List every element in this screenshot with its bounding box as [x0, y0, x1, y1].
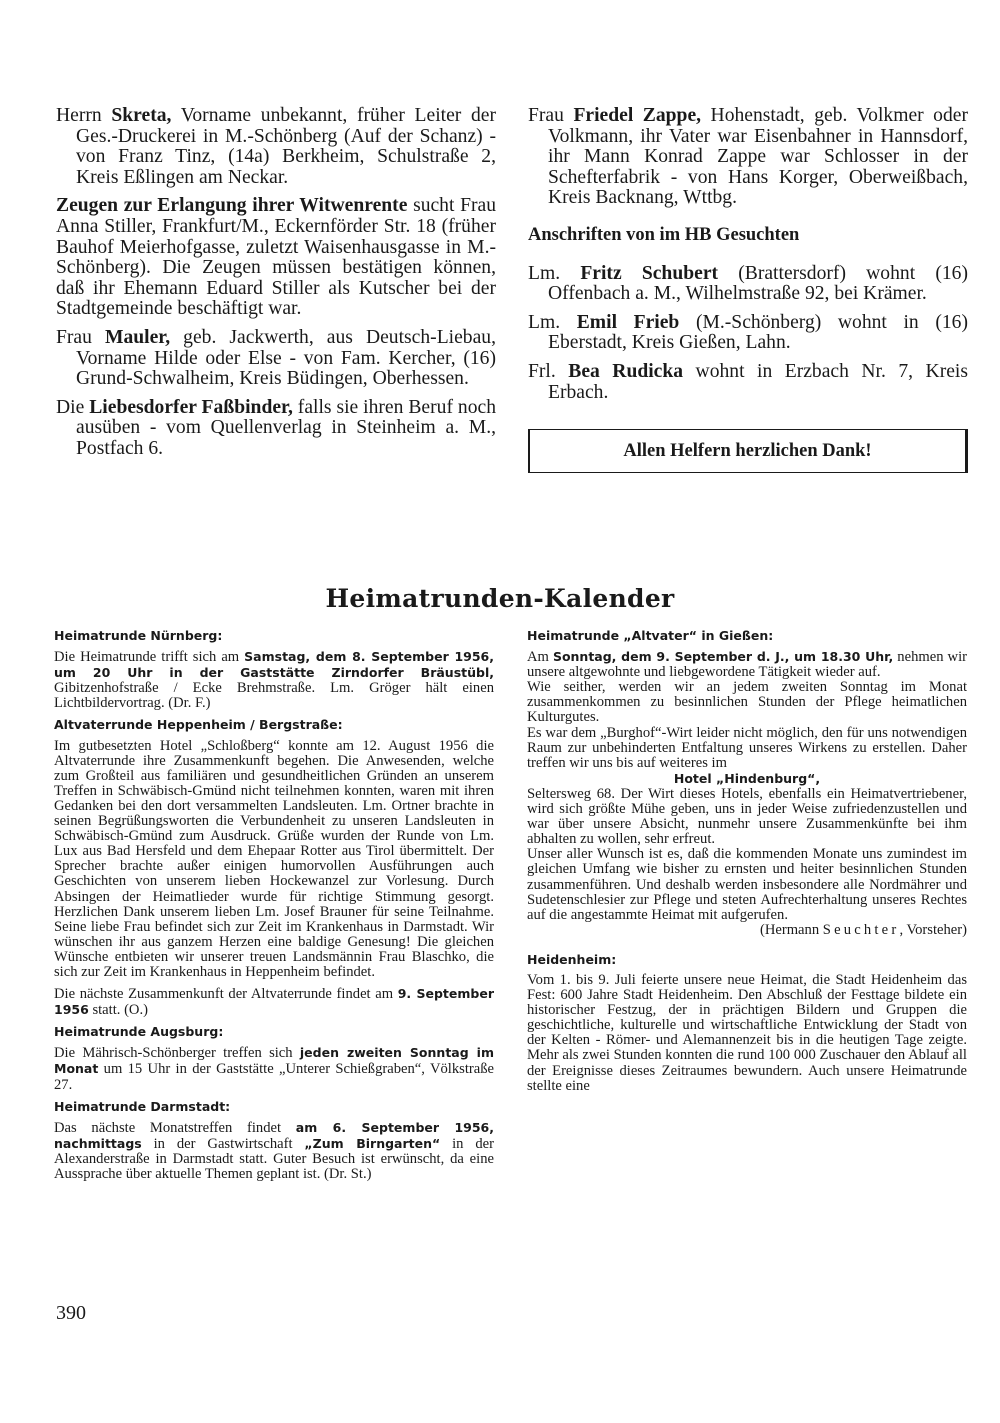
thanks-box — [528, 429, 968, 473]
notice-frieb: Lm. Emil Frieb (M.-Schönberg) wohnt in (16) Eberstadt, Kreis Gießen, Lahn. — [528, 311, 968, 354]
heading-giessen: Heimatrunde „Altvater“ in Gießen: — [527, 628, 774, 643]
name-schubert: Fritz Schubert — [580, 262, 719, 284]
upper-left-column — [56, 106, 496, 468]
name-skreta: Skreta, — [111, 105, 172, 126]
upper-right-column — [528, 106, 968, 473]
name-mauler: Mauler, — [104, 326, 171, 348]
heading-augsburg: Heimatrunde Augsburg: — [54, 1024, 224, 1040]
calendar-title: Heimatrunden-Kalender — [325, 584, 675, 613]
notice-zeugen: Zeugen zur Erlangung ihrer Witwenrente sucht Frau Anna Stiller, Frankfurt/M., Eckernförder Str. 18 (früher Bauhof Meierhofgasse, zuletzt Waisenhausgasse in M.-Schönberg). Die Zeugen müssen bestätigen können, daß ihr Ehemann Eduard Stiller als Kutscher bei der Stadtgemeinde beschäftigt war. — [56, 195, 496, 320]
text-heidenheim: Vom 1. bis 9. Juli feierte unsere neue Heimat, die Stadt Heidenheim das Fest: 600 Jahre Stadt Heidenheim. Den Abschluß der Festtage bildete ein historischer Festzug, der in prächtigen Bildern und Gruppen die geschichtliche, kulturelle und wirtschaftliche Entwicklung der Stadt von der Kelten - Römer- und Alemannenzeit bis in die heutigen Tage zeigte. Mehr als zwei Stunden konnten die rund 100 000 Zuschauer den Ablauf all der Ereignisse dieses Zeitraumes bewundern. Auch unsere Heimatrunde stellte eine — [527, 971, 967, 1094]
text-giessen-1: Am Sonntag, dem 9. September d. J., um 18.30 Uhr, nehmen wir unsere altgewohnte und liebgewordene Tätigkeit wieder auf. — [527, 649, 967, 681]
signature-giessen: (Hermann Seuchter, Vorsteher) — [759, 921, 967, 938]
page-number: 390 — [56, 1302, 86, 1324]
text-augsburg: Die Mährisch-Schönberger treffen sich jeden zweiten Sonntag im Monat um 15 Uhr in der Gaststätte „Unterer Schießgraben“, Völkstraße 27. — [54, 1045, 494, 1093]
heading-nuernberg: Heimatrunde Nürnberg: — [54, 628, 223, 643]
heading-zeugen: Zeugen zur Erlangung ihrer Witwenrente — [56, 195, 408, 217]
notice-zappe: Frau Friedel Zappe, Hohenstadt, geb. Volkmer oder Volkmann, ihr Vater war Eisenbahner in Hannsdorf, ihr Mann Konrad Zappe war Schlosser in der Schefterfabrik - von Hans Korger, Oberweißbach, Kreis Backnang, Wttbg. — [528, 105, 968, 209]
heading-anschriften: Anschriften von im HB Gesuchten — [528, 224, 800, 245]
notice-mauler: Frau Mauler, geb. Jackwerth, aus Deutsch-Liebau, Vorname Hilde oder Else - von Fam. Kercher, (16) Grund-Schwalheim, Kreis Büdingen, Oberhessen. — [56, 326, 496, 390]
name-frieb: Emil Frieb — [576, 311, 680, 333]
text-nuernberg: Die Heimatrunde trifft sich am Samstag, dem 8. September 1956, um 20 Uhr in der Gaststätte Zirndorfer Bräustübl, Gibitzenhofstraße / Ecke Brehmstraße. Lm. Gröger hält einen Lichtbildervortrag. (Dr. F.) — [54, 649, 494, 712]
text-giessen-4: Seltersweg 68. Der Wirt dieses Hotels, ebenfalls ein Heimatvertriebener, wird sich größte Mühe geben, uns in jeder Weise zufriedenzustellen und war über unsere Absicht, nunmehr unsere Zusammenkünfte bei ihm abhalten zu wollen, sehr erfreut. — [527, 785, 967, 848]
hotel-name: Hotel „Hindenburg“, — [673, 770, 821, 786]
name-zappe: Friedel Zappe, — [573, 105, 702, 126]
notice-fassbinder: Die Liebesdorfer Faßbinder, falls sie ihren Beruf noch ausüben - vom Quellenverlag in Steinheim a. M., Postfach 6. — [56, 396, 496, 459]
text-darmstadt: Das nächste Monatstreffen findet am 6. September 1956, nachmittags in der Gastwirtschaft „Zum Birngarten“ in der Alexanderstraße in Darmstadt statt. Guter Besuch ist erwünscht, da eine Aussprache über aktuelle Themen geplant ist. (Dr. St.) — [54, 1119, 494, 1182]
text-giessen-3: Es war dem „Burghof“-Wirt leider nicht möglich, den für uns notwendigen Raum zur unbehinderten Entfaltung unseres Wirkens zu erstellen. Daher treffen wir uns bis auf weiteres im — [527, 724, 967, 771]
text-giessen-5: Unser aller Wunsch ist es, daß die kommenden Monate uns zumindest im gleichen Umfang wie bisher zu ernsten und heiter besinnlichen Stunden zusammenführen. Und deshalb werden insbesondere alle Nordmährer und Sudetenschlesier zur Pflege und steten Aufrechterhaltung unseres Rechtes auf die angestammte Heimat mit aufgerufen. — [527, 846, 967, 923]
notice-skreta: Herrn Skreta, Vorname unbekannt, früher Leiter der Ges.-Druckerei in M.-Schönberg (Auf der Schanz) - von Franz Tinz, (14a) Berkheim, Schulstraße 2, Kreis Eßlingen am Neckar. — [56, 105, 496, 188]
name-fassbinder: Liebesdorfer Faßbinder, — [89, 396, 293, 418]
notice-rudicka: Frl. Bea Rudicka wohnt in Erzbach Nr. 7, Kreis Erbach. — [528, 360, 968, 403]
name-rudicka: Bea Rudicka — [568, 360, 684, 382]
heading-darmstadt: Heimatrunde Darmstadt: — [54, 1098, 231, 1114]
notice-schubert: Lm. Fritz Schubert (Brattersdorf) wohnt (16) Offenbach a. M., Wilhelmstraße 92, bei Krämer. — [528, 262, 968, 305]
text-heppenheim: Im gutbesetzten Hotel „Schloßberg“ konnte am 12. August 1956 die Altvaterrunde ihre Zusammenkunft begehen. Die Anwesenden, welche zum Großteil aus familiären und gesundheitlichen Gründen an unserem Treffen in Schwäbisch-Gmünd nicht teilnehmen konnten, waren mit ihren Gedanken bei den dort versammelten Landsleuten. Lm. Ortner brachte in seinen Begrüßungsworten die Verbundenheit zu unseren Landsleuten in Schwäbisch-Gmünd zum Ausdruck. Grüße wurden der Runde von Lm. Lux aus Bad Hersfeld und dem Ehepaar Rotter aus Tirol übermittelt. Der Sprecher brachte außer einigen humorvollen Ausführungen auch Geschichten von unserem lieben Hockewanzel zur Vorlesung. Durch Absingen der Heimatlieder wurde für richtige Stimmung gesorgt. Herzlichen Dank unserem lieben Lm. Josef Brauner für seine Teilnahme. Seine liebe Frau befindet sich zur Zeit im Krankenhaus in Darmstadt. Wir wünschen ihr aus ganzem Herzen eine baldige Genesung! Die gleichen Wünsche entbieten wir unserer treuen Landsmännin Frau Blaschko, die sich zur Zeit im Krankenhaus in Heppenheim befindet. — [54, 737, 494, 980]
text-giessen-2: Wie seither, werden wir an jedem zweiten Sonntag im Monat zusammenkommen zu besinnlichen Stunden der Pflege heimatlichen Kulturgutes. — [527, 679, 967, 726]
text-heppenheim-next: Die nächste Zusammenkunft der Altvaterrunde findet am 9. September 1956 statt. (O.) — [54, 986, 495, 1019]
calendar-left-column — [54, 625, 494, 1188]
heading-heppenheim: Altvaterrunde Heppenheim / Bergstraße: — [54, 717, 343, 733]
heading-heidenheim: Heidenheim: — [527, 951, 617, 967]
thanks-text: Allen Helfern herzlichen Dank! — [623, 440, 872, 461]
calendar-right-column — [527, 625, 967, 1100]
